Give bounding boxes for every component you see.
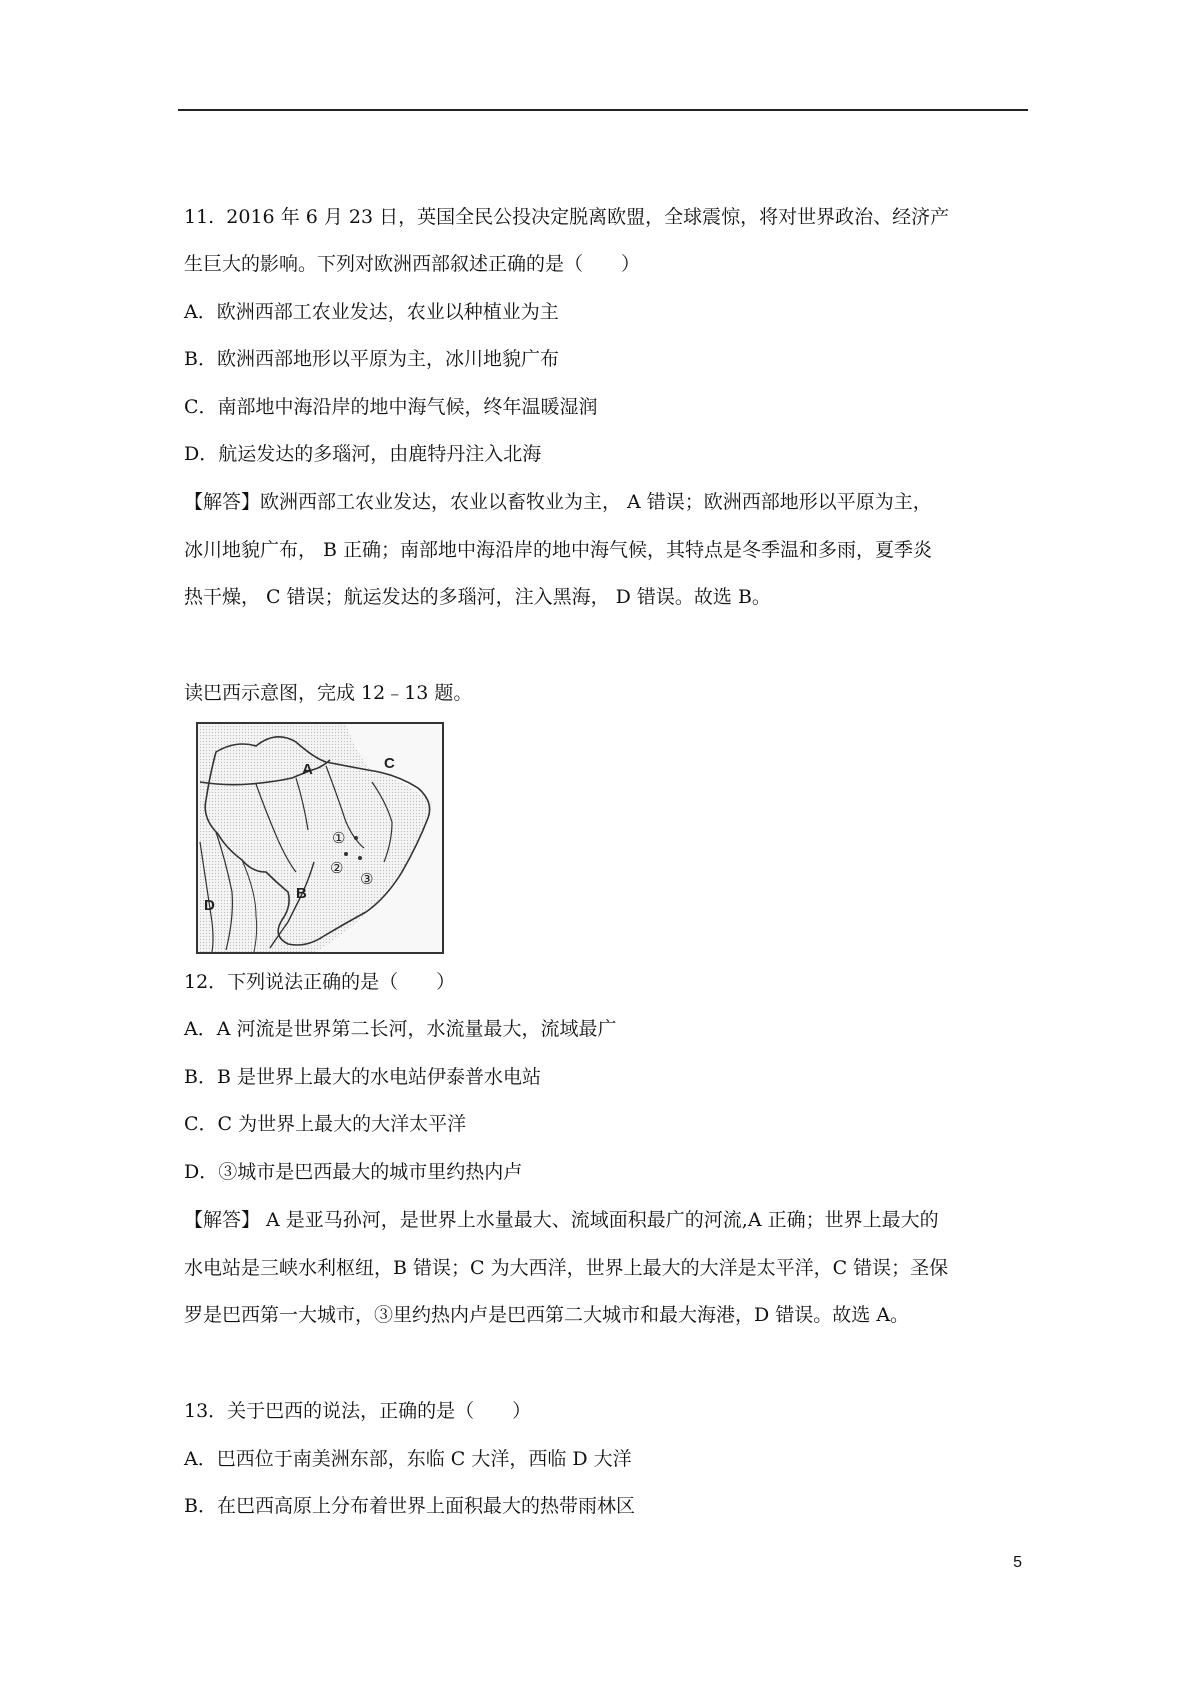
q13-option-b: B．在巴西高原上分布着世界上面积最大的热带雨林区: [184, 1495, 635, 1517]
q12-option-b: B．B 是世界上最大的水电站伊泰普水电站: [184, 1066, 541, 1088]
city-dot-2: [344, 852, 348, 856]
q12-option-c: C．C 为世界上最大的大洋太平洋: [184, 1113, 467, 1135]
q12-option-d: D．③城市是巴西最大的城市里约热内卢: [184, 1161, 523, 1183]
q12-answer-line2: 水电站是三峡水利枢纽，B 错误；C 为大西洋，世界上最大的大洋是太平洋，C 错误；圣保: [184, 1257, 949, 1279]
label-circle-2: ②: [330, 859, 344, 877]
label-b: B: [296, 885, 307, 902]
q11-stem-line1: 11. 2016 年 6 月 23 日，英国全民公投决定脱离欧盟，全球震惊，将对世界政治、经济产: [184, 206, 950, 228]
map-intro: 读巴西示意图，完成 12﹣13 题。: [184, 682, 473, 704]
q12-answer-line1: 【解答】 A 是亚马孙河，是世界上水量最大、流域面积最广的河流,A 正确；世界上最大的: [184, 1209, 939, 1231]
q13-option-a: A．巴西位于南美洲东部，东临 C 大洋，西临 D 大洋: [184, 1448, 632, 1470]
q11-option-a: A．欧洲西部工农业发达，农业以种植业为主: [184, 301, 559, 323]
label-a: A: [302, 761, 313, 778]
q11-option-c: C．南部地中海沿岸的地中海气候，终年温暖湿润: [184, 396, 598, 418]
label-c: C: [384, 755, 395, 772]
q13-stem: 13．关于巴西的说法，正确的是（ ）: [184, 1400, 532, 1422]
brazil-map: [196, 722, 444, 954]
q12-option-a: A．A 河流是世界第二长河，水流量最大，流域最广: [184, 1018, 617, 1040]
q11-option-b: B．欧洲西部地形以平原为主，冰川地貌广布: [184, 348, 559, 370]
q12-stem: 12．下列说法正确的是（ ）: [184, 971, 456, 993]
label-circle-3: ③: [360, 870, 374, 888]
q11-option-d: D．航运发达的多瑙河，由鹿特丹注入北海: [184, 443, 542, 465]
q11-answer-line3: 热干燥， C 错误；航运发达的多瑙河，注入黑海， D 错误。故选 B。: [184, 586, 771, 608]
q11-answer-line2: 冰川地貌广布， B 正确；南部地中海沿岸的地中海气候，其特点是冬季温和多雨，夏季炎: [184, 539, 933, 561]
header-rule: [178, 109, 1028, 111]
label-d: D: [204, 897, 215, 914]
city-dot-3: [358, 856, 362, 860]
q11-answer-line1: 【解答】欧洲西部工农业发达，农业以畜牧业为主， A 错误；欧洲西部地形以平原为主，: [184, 491, 932, 513]
q11-stem-line2: 生巨大的影响。下列对欧洲西部叙述正确的是（ ）: [184, 253, 641, 275]
label-circle-1: ①: [332, 829, 346, 847]
city-dot-1: [354, 836, 358, 840]
q12-answer-line3: 罗是巴西第一大城市，③里约热内卢是巴西第二大城市和最大海港，D 错误。故选 A。: [184, 1304, 910, 1326]
page-number: 5: [1013, 1554, 1022, 1571]
